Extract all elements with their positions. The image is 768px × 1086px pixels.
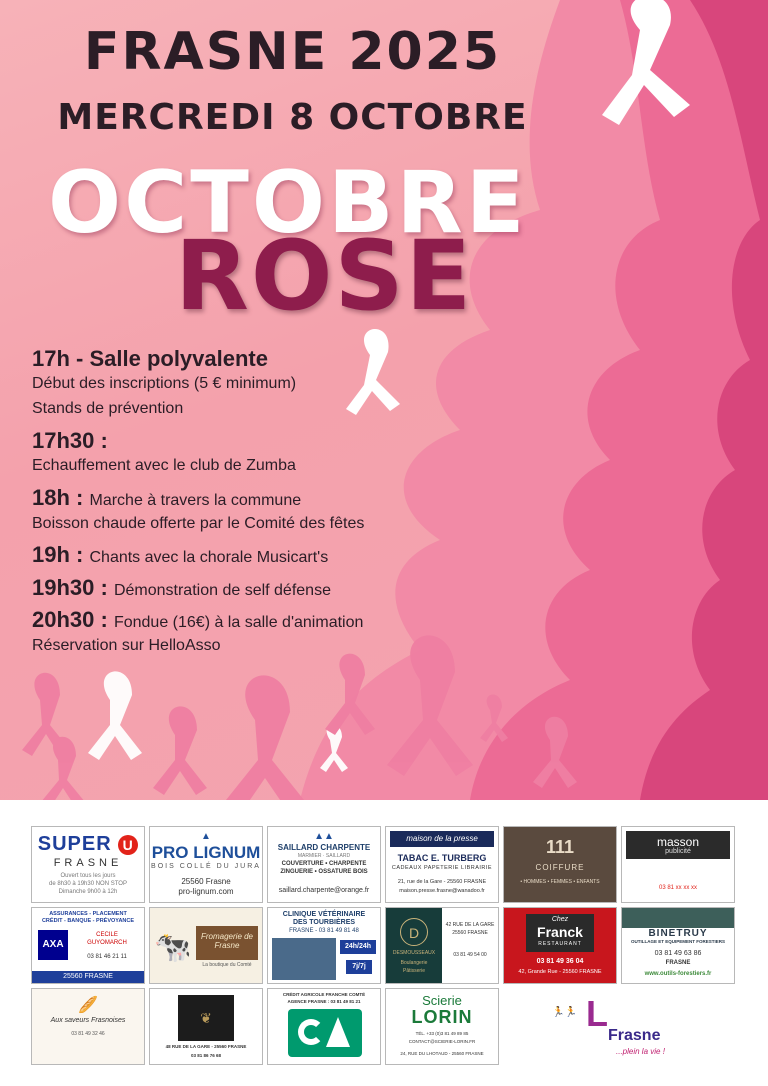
sponsor-website: www.outils-forestiers.fr [644,971,712,977]
sponsor-phone: TÉL. +33 (0)3 81 49 89 85 [415,1031,469,1036]
sponsor-phone: FRASNE - 03 81 49 81 48 [289,928,359,934]
d-logo-icon: D [400,918,428,946]
sponsor-binetruy [621,907,735,984]
sponsor-name: SUPER [37,833,112,855]
sponsor-sub: La boutique du Comté [202,962,252,968]
sponsor-phone: AGENCE FRASNE : 03 81 49 81 21 [287,999,361,1004]
sponsor-chez: Chez [551,916,569,923]
schedule-detail: Stands de prévention [32,400,184,418]
sponsor-line: CRÉDIT - BANQUE - PRÉVOYANCE [41,918,135,924]
sponsor-phone: 03 81 49 54 00 [453,952,487,958]
sponsor-services: ZINGUERIE • OSSATURE BOIS [280,869,368,875]
forest-banner [622,908,734,928]
schedule-detail: Fondue (16€) à la salle d'animation [113,614,364,632]
schedule-item [32,346,432,422]
sponsor-website: pro-lignum.com [178,887,234,896]
sponsor-services: COUVERTURE • CHARPENTE [281,861,367,867]
axa-logo-icon: AXA [38,930,68,960]
sponsor-sub: publicité [665,848,691,855]
sponsor-ambre [149,988,263,1065]
sponsor-super-u [31,826,145,903]
schedule-detail: Début des inscriptions (5 € minimum) [32,375,297,393]
sponsor-sub: CADEAUX PAPETERIE LIBRAIRIE [391,865,493,871]
bread-icon: 🥖 [78,997,98,1014]
octobre-rose-logo [40,150,640,340]
schedule-time: 20h30 : [32,607,108,633]
schedule-time: 19h30 : [32,574,108,600]
sponsor-scierie-lorin [385,988,499,1065]
runners-icon: 🏃🏃 [552,1007,577,1018]
sponsor-town: FRASNE [53,857,123,869]
schedule-item [32,485,432,536]
schedule-item [32,607,432,658]
sponsor-grid [31,826,739,1074]
logo-word-octobre: OCTOBRE [48,153,528,253]
sponsor-saillard [267,826,381,903]
schedule-detail: Echauffement avec le club de Zumba [32,457,296,475]
sponsor-name: Frasne [608,1027,661,1044]
sponsor-desmousseaux [385,907,499,984]
sponsor-town: FRASNE [665,960,691,966]
sponsor-name: Scierie [422,993,462,1008]
schedule-time: 19h : [32,542,84,568]
sponsor-phone: 03 81 46 21 11 [87,954,127,960]
sponsor-aux-saveurs [31,988,145,1065]
event-schedule [32,346,432,658]
sponsor-name: CLINIQUE VÉTÉRINAIRE [282,911,366,918]
ca-logo-icon [288,1009,362,1057]
sponsor-tabac-turberg [385,826,499,903]
sponsor-email: saillard.charpente@orange.fr [278,887,370,894]
sponsor-logo: maison de la presse [390,831,494,847]
sponsor-axa [31,907,145,984]
sponsor-pro-lignum [149,826,263,903]
sponsor-tagline: BOIS COLLÉ DU JURA [151,863,261,870]
sponsor-address: 42, Grande Rue - 25560 FRASNE [518,969,602,975]
schedule-detail: Boisson chaude offerte par le Comité des fêtes [32,514,365,532]
team-photo [272,938,336,980]
sponsor-name: Aux saveurs Frasnoises [50,1017,126,1024]
sponsor-masson [621,826,735,903]
super-u-logo-icon: U [118,835,138,855]
sponsor-name: masson [656,835,700,849]
schedule-item [32,428,432,479]
sponsor-name: Franck [537,924,583,940]
sponsor-name: PRO LIGNUM [151,843,261,862]
sponsor-name: CRÉDIT AGRICOLE FRANCHE COMTÉ [282,992,366,997]
sponsor-name: DES TOURBIÈRES [292,919,356,926]
schedule-item [32,575,432,601]
sponsor-phone: 03 81 49 36 04 [536,958,584,965]
schedule-detail: Démonstration de self défense [113,581,331,599]
sponsor-phone: 03 81 xx xx xx [658,885,697,891]
sponsor-address: 24, RUE DU LHOTAUD - 25560 FRASNE [400,1051,484,1056]
sponsor-tags: • HOMMES • FEMMES • ENFANTS [520,879,600,885]
sponsor-days: 7j/7j [346,960,372,974]
schedule-time: 17h30 : [32,427,108,453]
sponsor-email: CONTACT@SCIERIE-LORIN.FR [408,1039,476,1044]
sponsor-hours: Ouvert tous les jours [60,873,116,879]
mountain-icon: ▲▲ [314,831,334,842]
sponsor-name: DESMOUSSEAUX [392,950,436,956]
schedule-time: 17h - Salle polyvalente [32,346,268,371]
sponsor-agent: CECILE [96,932,118,938]
logo-word-rose: ROSE [175,220,474,332]
sponsor-sub: Boulangerie [400,960,428,966]
sponsor-name: LORIN [411,1007,473,1027]
cow-icon: 🐄 [154,931,192,964]
sponsor-phone: 03 81 49 32 46 [71,1031,105,1037]
sponsor-address: 25560 FRASNE [452,930,488,936]
sponsor-sub: Pâtisserie [403,968,425,974]
schedule-time: 18h : [32,485,84,511]
sponsor-name: BINETRUY [648,928,708,939]
frasne-logo-icon: L [586,993,608,1034]
sponsor-tagline: ...plein la vie ! [616,1047,665,1056]
sponsor-hours: Dimanche 9h00 à 12h [58,889,118,895]
event-title: FRASNE 2025 [83,22,502,82]
sponsor-address: 48 RUE DE LA GARE - 25560 FRASNE [165,1044,247,1049]
sponsor-chez-franck [503,907,617,984]
sponsor-phone: 03 81 49 63 86 [654,950,702,957]
sponsor-name: SAILLARD CHARPENTE [277,843,371,852]
sponsor-town: 25560 Frasne [181,877,231,886]
house-roof-icon: ▲ [201,831,211,842]
sponsor-clinique-veterinaire [267,907,381,984]
butterfly-logo-icon: ❦ [178,995,234,1041]
sponsor-name: Fromagerie de Frasne [196,926,258,960]
sponsor-phone: 03 81 86 76 68 [190,1053,222,1058]
sponsor-address: 42 RUE DE LA GARE [445,922,495,928]
sponsor-mark: 111 [545,837,575,857]
sponsor-line: ASSURANCES - PLACEMENT [49,911,127,917]
sponsor-address: 21, rue de la Gare - 25560 FRASNE [397,879,487,885]
sponsor-credit-agricole [267,988,381,1065]
sponsor-name: COIFFURE [535,863,585,872]
schedule-detail: Marche à travers la commune [89,492,302,510]
sponsor-sub: OUTILLAGE ET EQUIPEMENT FORESTIERS [630,939,725,944]
sponsor-sub: MARMIER · SAILLARD [297,853,351,859]
sponsor-hours: de 8h30 à 19h30 NON STOP [49,881,127,887]
schedule-item [32,542,432,568]
sponsor-coiffure [503,826,617,903]
sponsor-fromagerie [149,907,263,984]
schedule-detail: Réservation sur HelloAsso [32,636,221,654]
event-date: MERCREDI 8 OCTOBRE [57,97,528,138]
sponsor-hours: 24h/24h [340,940,376,954]
sponsor-email: maison.presse.frasne@wanadoo.fr [399,888,485,894]
sponsor-mairie-frasne [503,988,735,1065]
schedule-detail: Chants avec la chorale Musicart's [89,549,329,567]
sponsor-town: 25560 FRASNE [32,971,144,983]
sponsor-agent: GUYOMARCH [87,940,127,946]
sponsor-sub: RESTAURANT [538,941,582,947]
sponsor-name: TABAC E. TURBERG [397,853,487,863]
